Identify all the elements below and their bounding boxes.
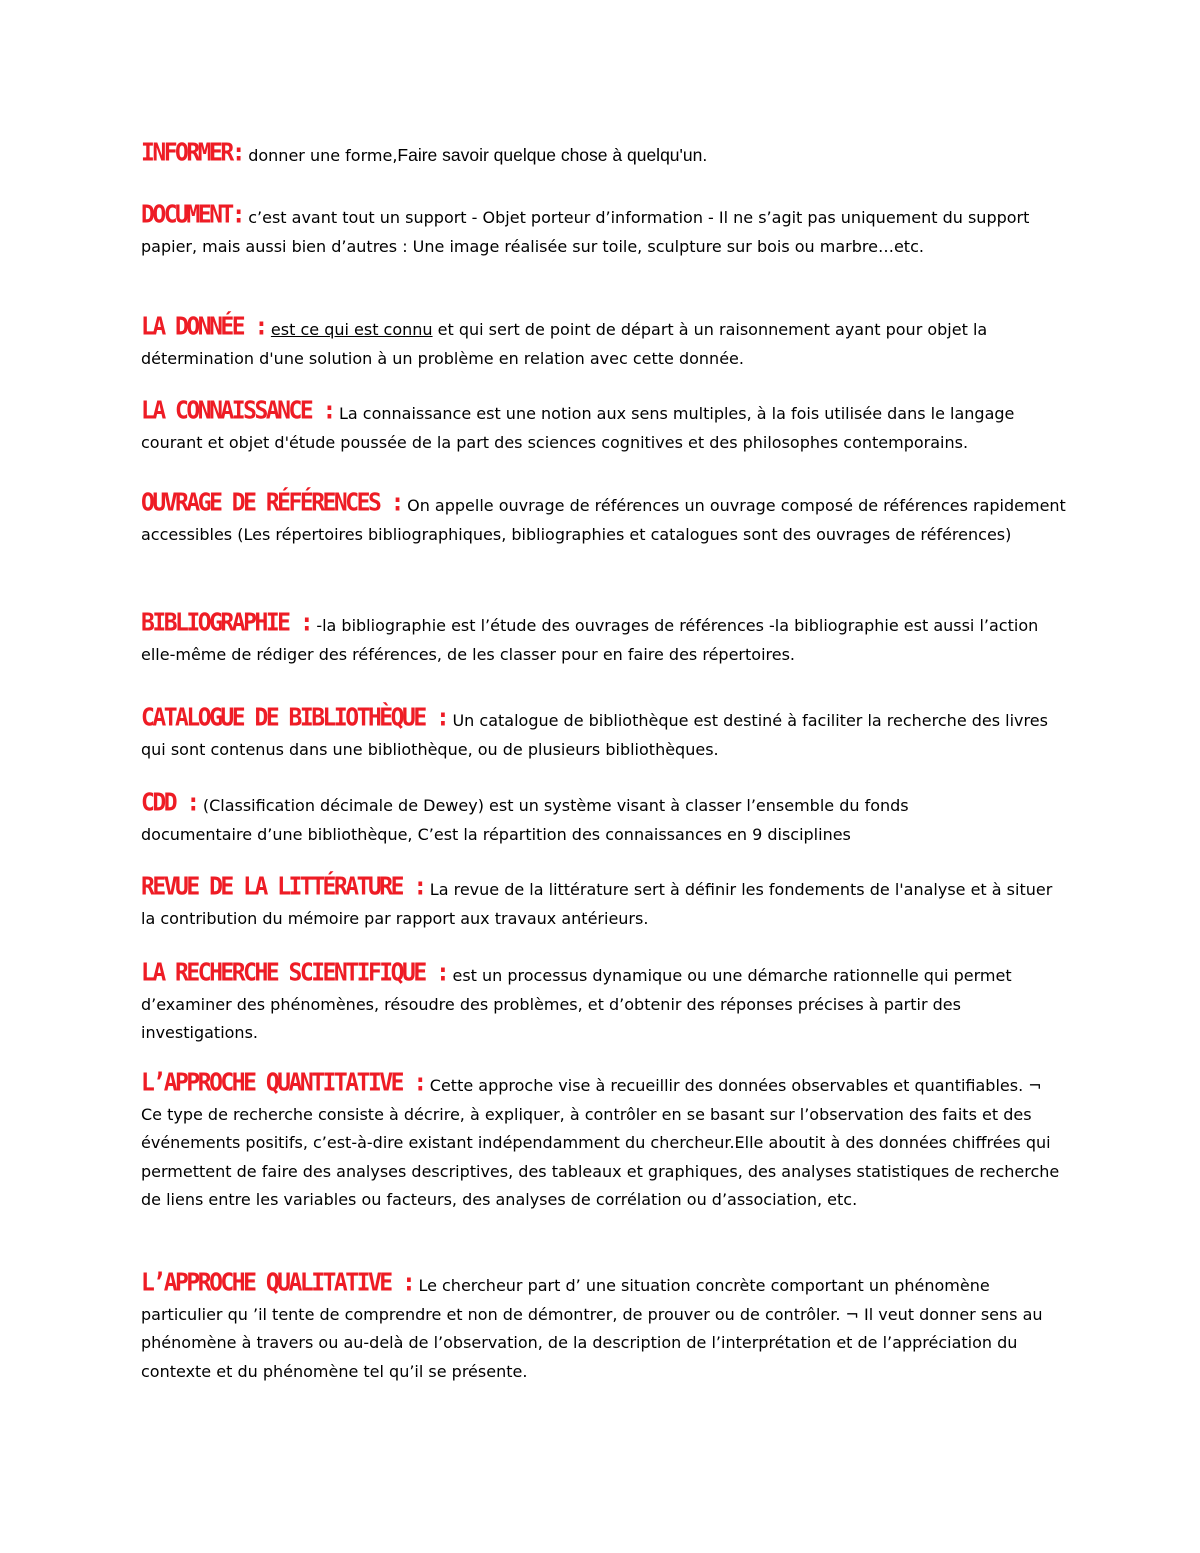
entry-informer xyxy=(141,140,1066,171)
definition-connaissance: La connaissance est une notion aux sens multiples, à la fois utilisée dans le langage courant et objet d'étude poussée de la part des sciences cognitives et des philosophes contemporains. xyxy=(141,404,1015,452)
definition-qualitative: Le chercheur part d’ une situation concrète comportant un phénomène particulier qu ’il tente de comprendre et non de démontrer, de prouver ou de contrôler. ¬ Il veut donner sens au phénomène à travers ou au-delà de l’observation, de la description de l’interprétation et de l’appréciation du contexte et du phénomène tel qu’il se présente. xyxy=(141,1276,1043,1381)
term-informer: INFORMER: xyxy=(141,138,244,167)
term-cdd: CDD : xyxy=(141,788,198,817)
entry-qualitative xyxy=(141,1270,1066,1386)
term-connaissance: LA CONNAISSANCE : xyxy=(141,396,334,425)
definition-donnee: et qui sert de point de départ à un raisonnement ayant pour objet la détermination d'une solution à un problème en relation avec cette donnée. xyxy=(141,320,988,368)
term-document: DOCUMENT: xyxy=(141,200,244,229)
definition-informer-b: Faire savoir quelque chose à quelqu'un. xyxy=(397,145,708,165)
entry-connaissance xyxy=(141,398,1066,457)
definition-recherche: est un processus dynamique ou une démarche rationnelle qui permet d’examiner des phénomènes, résoudre des problèmes, et d’obtenir des réponses précises à partir des investigations. xyxy=(141,966,1012,1042)
definition-bibliographie: -la bibliographie est l’étude des ouvrages de références -la bibliographie est aussi l’action elle-même de rédiger des références, de les classer pour en faire des répertoires. xyxy=(141,616,1039,664)
definition-document: c’est avant tout un support - Objet porteur d’information - Il ne s’agit pas uniquement du support papier, mais aussi bien d’autres : Une image réalisée sur toile, sculpture sur bois ou marbre…etc. xyxy=(141,208,1030,256)
entry-donnee xyxy=(141,314,1061,373)
entry-document xyxy=(141,202,1041,261)
definition-informer-a: donner une forme, xyxy=(248,146,398,165)
entry-catalogue xyxy=(141,705,1066,764)
term-ouvrage: OUVRAGE DE RÉFÉRENCES : xyxy=(141,488,402,517)
term-revue: REVUE DE LA LITTÉRATURE : xyxy=(141,872,425,901)
entry-bibliographie xyxy=(141,610,1066,669)
definition-catalogue: Un catalogue de bibliothèque est destiné à faciliter la recherche des livres qui sont contenus dans une bibliothèque, ou de plusieurs bibliothèques. xyxy=(141,711,1048,759)
definition-ouvrage: On appelle ouvrage de références un ouvrage composé de références rapidement accessibles (Les répertoires bibliographiques, bibliographies et catalogues sont des ouvrages de références) xyxy=(141,496,1066,544)
entry-ouvrage xyxy=(141,490,1066,549)
definition-donnee-underlined: est ce qui est connu xyxy=(270,320,433,339)
term-quantitative: L’APPROCHE QUANTITATIVE : xyxy=(141,1068,425,1097)
definition-cdd: (Classification décimale de Dewey) est un système visant à classer l’ensemble du fonds documentaire d’une bibliothèque, C’est la répartition des connaissances en 9 disciplines xyxy=(141,796,909,844)
definition-revue: La revue de la littérature sert à définir les fondements de l'analyse et à situer la contribution du mémoire par rapport aux travaux antérieurs. xyxy=(141,880,1053,928)
entry-quantitative xyxy=(141,1070,1066,1215)
term-bibliographie: BIBLIOGRAPHIE : xyxy=(141,608,312,637)
entry-recherche xyxy=(141,960,1066,1048)
term-recherche: LA RECHERCHE SCIENTIFIQUE : xyxy=(141,958,448,987)
entry-cdd xyxy=(141,790,1021,849)
term-catalogue: CATALOGUE DE BIBLIOTHÈQUE : xyxy=(141,703,448,732)
term-donnee: LA DONNÉE : xyxy=(141,312,266,341)
term-qualitative: L’APPROCHE QUALITATIVE : xyxy=(141,1268,414,1297)
entry-revue xyxy=(141,874,1066,933)
definition-quantitative: Cette approche vise à recueillir des données observables et quantifiables. ¬ Ce type de recherche consiste à décrire, à expliquer, à contrôler en se basant sur l’observation des faits et des événements positifs, c’est-à-dire existant indépendamment du chercheur.Elle aboutit à des données chiffrées qui permettent de faire des analyses descriptives, des tableaux et graphiques, des analyses statistiques de recherche de liens entre les variables ou facteurs, des analyses de corrélation ou d’association, etc. xyxy=(141,1076,1060,1209)
